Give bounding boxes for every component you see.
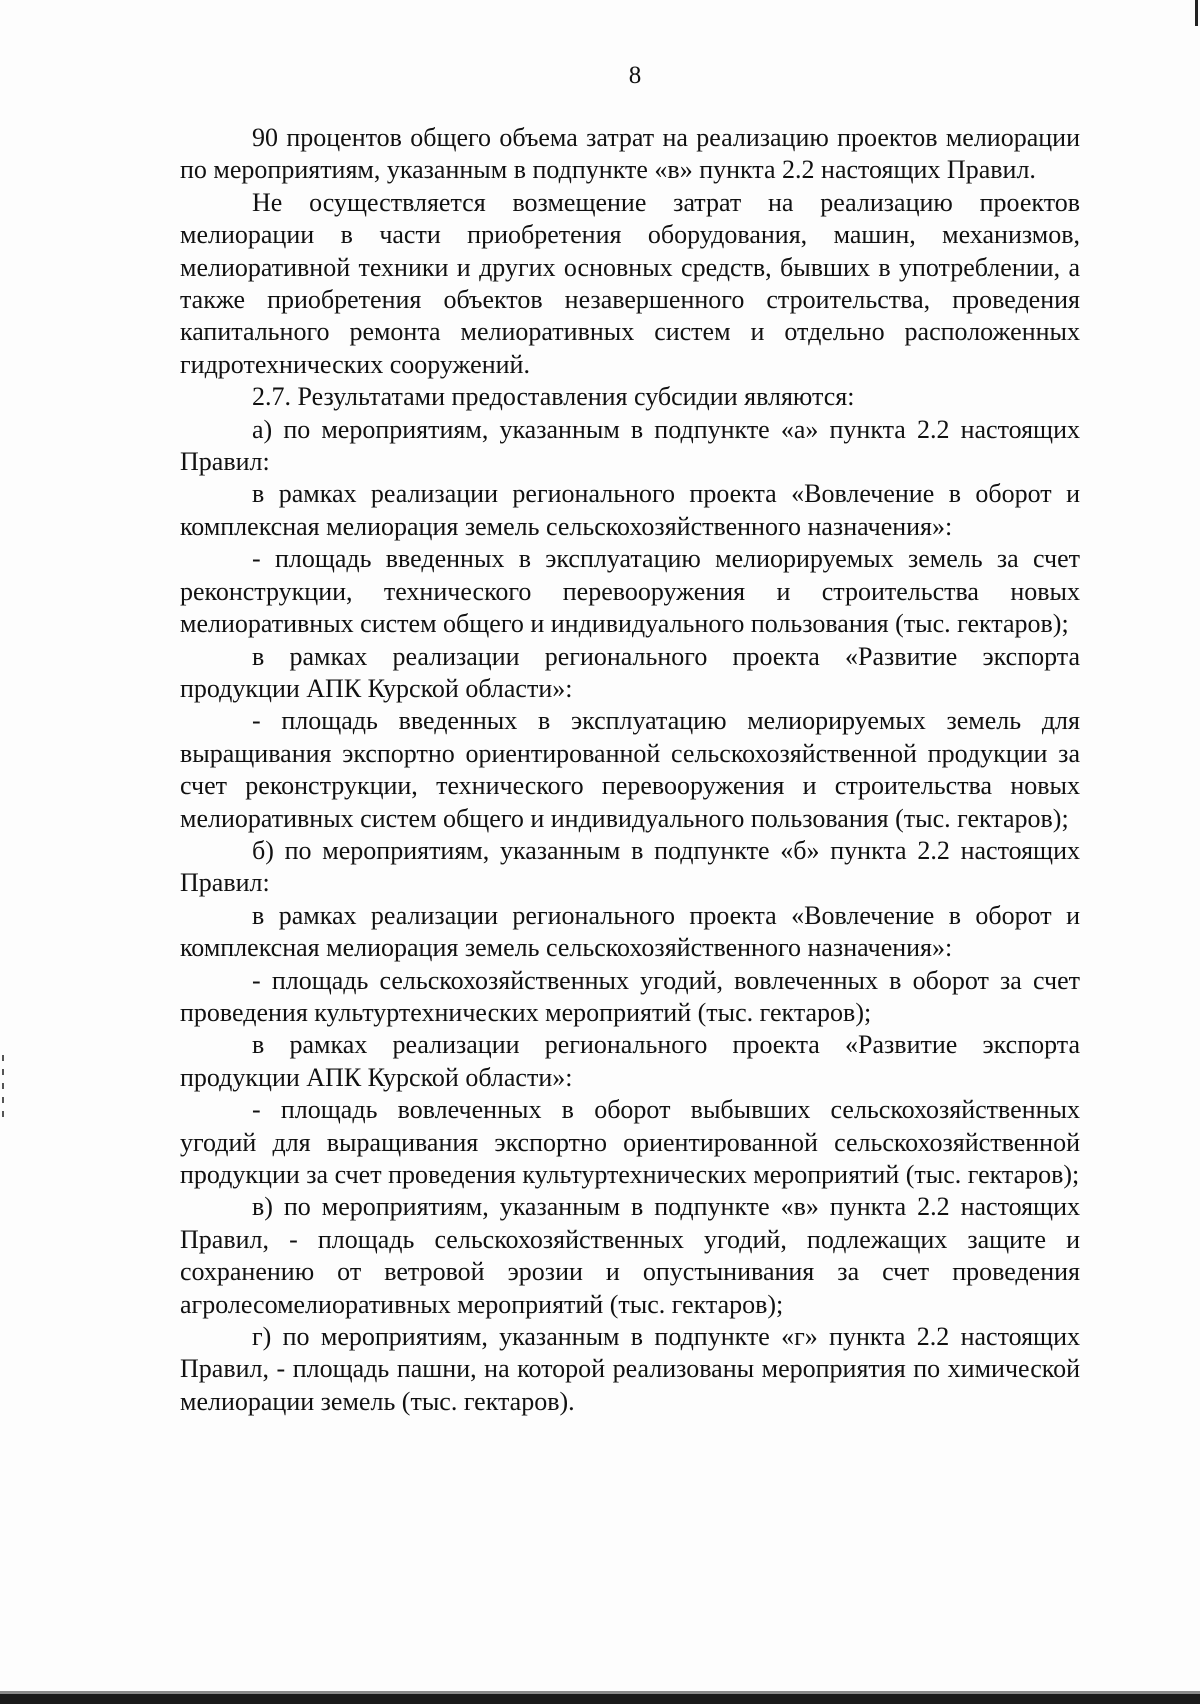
paragraph-item-g: г) по мероприятиям, указанным в подпункте «г» пункта 2.2 настоящих Правил, - площадь пашни, на которой реализованы мероприятия по химической мелиорации земель (тыс. гектаров). (180, 1322, 1080, 1416)
paragraph-funding-share: 90 процентов общего объема затрат на реализацию проектов мелиорации по мероприятиям, указанным в подпункте «в» пункта 2.2 настоящих Правил. (180, 123, 1080, 185)
paragraph-no-reimbursement: Не осуществляется возмещение затрат на реализацию проектов мелиорации в части приобретения оборудования, машин, механизмов, мелиоративной техники и других основных средств, бывших в употреблении, а также приобретения объектов незавершенного строительства, проведения капитального ремонта мелиоративных систем и отдельно расположенных гидротехнических сооружений. (180, 187, 1080, 379)
page-number: 8 (628, 62, 642, 89)
scan-edge-bottom (0, 1694, 1200, 1704)
paragraph-indicator-a1: - площадь введенных в эксплуатацию мелиорируемых земель за счет реконструкции, технического перевооружения и строительства новых мелиоративных систем общего и индивидуального пользования (тыс. гектаров); (180, 544, 1080, 639)
paragraph-project-involvement-b: в рамках реализации регионального проекта «Вовлечение в оборот и комплексная мелиорация земель сельскохозяйственного назначения»: (180, 900, 1080, 963)
scan-binding-mark (2, 1055, 4, 1125)
paragraph-indicator-b2: - площадь вовлеченных в оборот выбывших сельскохозяйственных угодий для выращивания экспортно ориентированной сельскохозяйственной продукции за счет проведения культуртехнических мероприятий (тыс. гектаров); (180, 1095, 1080, 1189)
paragraph-item-b: б) по мероприятиям, указанным в подпункте «б» пункта 2.2 настоящих Правил: (180, 835, 1080, 898)
paragraph-indicator-a2: - площадь введенных в эксплуатацию мелиорируемых земель для выращивания экспортно ориентированной сельскохозяйственной продукции за счет реконструкции, технического перевооружения и строительства новых мелиоративных систем общего и индивидуального пользования (тыс. гектаров); (180, 706, 1080, 833)
scan-edge-mark (1195, 0, 1198, 26)
paragraph-indicator-b1: - площадь сельскохозяйственных угодий, вовлеченных в оборот за счет проведения культуртехнических мероприятий (тыс. гектаров); (180, 965, 1080, 1027)
paragraph-project-export-a: в рамках реализации регионального проекта «Развитие экспорта продукции АПК Курской области»: (180, 641, 1080, 703)
paragraph-item-a: а) по мероприятиям, указанным в подпункте «а» пункта 2.2 настоящих Правил: (180, 414, 1080, 477)
document-body (180, 122, 1080, 1418)
paragraph-results-heading: 2.7. Результатами предоставления субсидии являются: (252, 382, 855, 412)
paragraph-item-v: в) по мероприятиям, указанным в подпункте «в» пункта 2.2 настоящих Правил, - площадь сельскохозяйственных угодий, подлежащих защите и сохранению от ветровой эрозии и опустынивания за счет проведения агролесомелиоративных мероприятий (тыс. гектаров); (180, 1192, 1080, 1319)
paragraph-project-export-b: в рамках реализации регионального проекта «Развитие экспорта продукции АПК Курской области»: (180, 1030, 1080, 1092)
paragraph-project-involvement-a: в рамках реализации регионального проекта «Вовлечение в оборот и комплексная мелиорация земель сельскохозяйственного назначения»: (180, 479, 1080, 541)
